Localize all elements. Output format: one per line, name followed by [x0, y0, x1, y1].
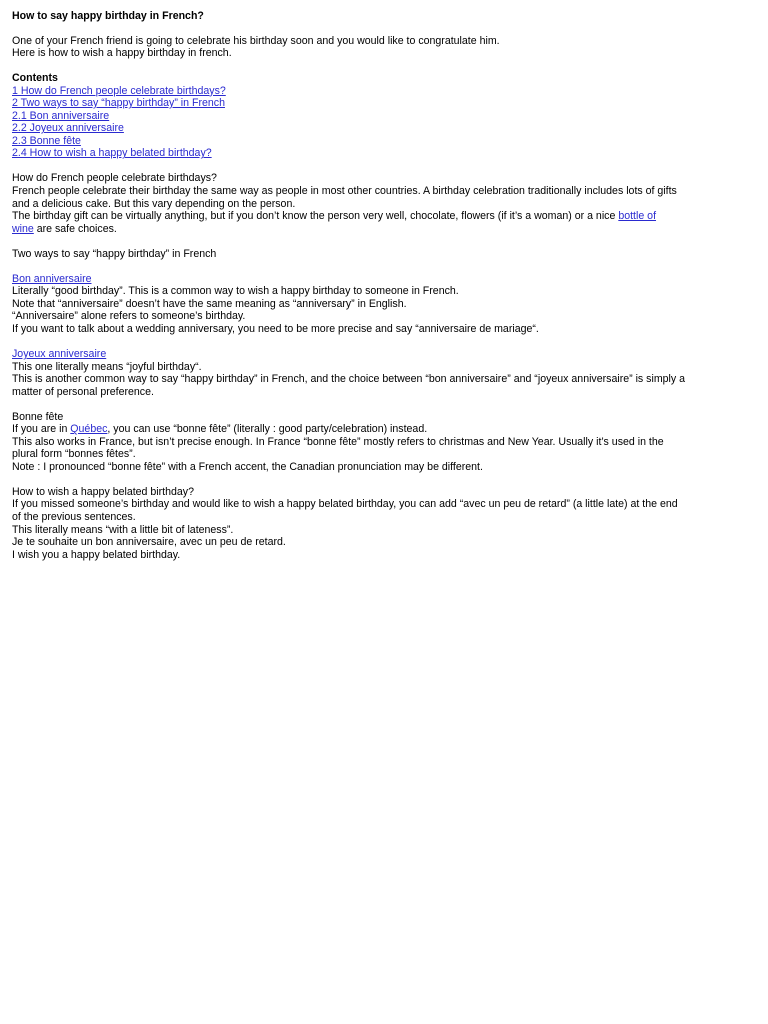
section-heading-line — [12, 273, 757, 286]
page-title: How to say happy birthday in French? — [12, 10, 204, 22]
section-heading: How do French people celebrate birthdays? — [12, 172, 217, 185]
section-heading: How to wish a happy belated birthday? — [12, 485, 194, 498]
section-heading-line — [12, 348, 757, 361]
body-text: The birthday gift can be virtually anything, but if you don’t know the person very well, chocolate, flowers (if it’s a woman) or a nice — [12, 210, 619, 223]
section-celebrate — [12, 172, 757, 235]
section-joyeux-anniversaire — [12, 348, 757, 398]
body-line: and a delicious cake. But this vary depending on the person. — [12, 197, 296, 210]
intro-paragraph — [12, 35, 757, 60]
body-text: are safe choices. — [33, 222, 117, 235]
quebec-link[interactable]: Québec — [70, 423, 108, 436]
body-line: Note that “anniversaire” doesn’t have the same meaning as “anniversary” in English. — [12, 297, 407, 310]
toc-link-joyeux-anniversaire[interactable]: 2.2 Joyeux anniversaire — [12, 122, 124, 135]
bon-anniversaire-link[interactable]: Bon anniversaire — [12, 272, 92, 285]
toc-link-bonne-fete[interactable]: 2.3 Bonne fête — [12, 134, 81, 147]
document-page — [12, 10, 757, 574]
toc-link-belated[interactable]: 2.4 How to wish a happy belated birthday? — [12, 147, 212, 160]
body-line: Je te souhaite un bon anniversaire, avec un peu de retard. — [12, 536, 286, 549]
section-bon-anniversaire — [12, 273, 757, 336]
body-line: I wish you a happy belated birthday. — [12, 548, 181, 561]
body-line: If you missed someone’s birthday and would like to wish a happy belated birthday, you can add “avec un peu de retard” (a little late) at the end — [12, 498, 678, 511]
section-belated — [12, 486, 757, 561]
body-line — [12, 423, 757, 436]
body-line: “Anniversaire” alone refers to someone’s birthday. — [12, 310, 246, 323]
body-line — [12, 223, 757, 236]
body-line: If you want to talk about a wedding anniversary, you need to be more precise and say “anniversaire de mariage“. — [12, 322, 539, 335]
body-line: This is another common way to say “happy birthday” in French, and the choice between “bon anniversaire” and “joyeux anniversaire” is simply a — [12, 373, 686, 386]
bottle-of-wine-link-continued[interactable]: wine — [12, 222, 34, 235]
toc-link-bon-anniversaire[interactable]: 2.1 Bon anniversaire — [12, 109, 110, 122]
intro-line: Here is how to wish a happy birthday in french. — [12, 47, 232, 60]
joyeux-anniversaire-link[interactable]: Joyeux anniversaire — [12, 347, 107, 360]
toc-link-celebrate[interactable]: 1 How do French people celebrate birthdays? — [12, 84, 226, 97]
body-line: of the previous sentences. — [12, 511, 136, 523]
section-heading: Two ways to say “happy birthday” in French — [12, 247, 217, 260]
body-line: plural form “bonnes fêtes”. — [12, 448, 136, 461]
bottle-of-wine-link[interactable]: bottle of — [618, 210, 657, 223]
section-bonne-fete — [12, 411, 757, 474]
body-text: If you are in — [12, 423, 71, 436]
toc-link-two-ways[interactable]: 2 Two ways to say “happy birthday” in French — [12, 97, 225, 110]
body-line: Literally “good birthday”. This is a common way to wish a happy birthday to someone in French. — [12, 285, 459, 298]
body-line: Note : I pronounced “bonne fête” with a French accent, the Canadian pronunciation may be different. — [12, 460, 483, 473]
body-line: matter of personal preference. — [12, 385, 154, 398]
section-heading: Bonne fête — [12, 410, 64, 423]
body-line — [12, 210, 757, 223]
intro-line: One of your French friend is going to celebrate his birthday soon and you would like to congratulate him. — [12, 34, 500, 47]
body-line: French people celebrate their birthday the same way as people in most other countries. A birthday celebration traditionally includes lots of gifts — [12, 185, 677, 198]
body-line: This literally means “with a little bit of lateness”. — [12, 523, 234, 536]
body-text: , you can use “bonne fête” (literally : good party/celebration) instead. — [107, 423, 428, 436]
table-of-contents — [12, 72, 757, 160]
body-line: This one literally means “joyful birthday“. — [12, 360, 202, 373]
section-two-ways — [12, 248, 757, 261]
body-line: This also works in France, but isn’t precise enough. In France “bonne fête” mostly refers to christmas and New Year. Usually it’s used in the — [12, 435, 664, 448]
contents-heading: Contents — [12, 72, 58, 85]
